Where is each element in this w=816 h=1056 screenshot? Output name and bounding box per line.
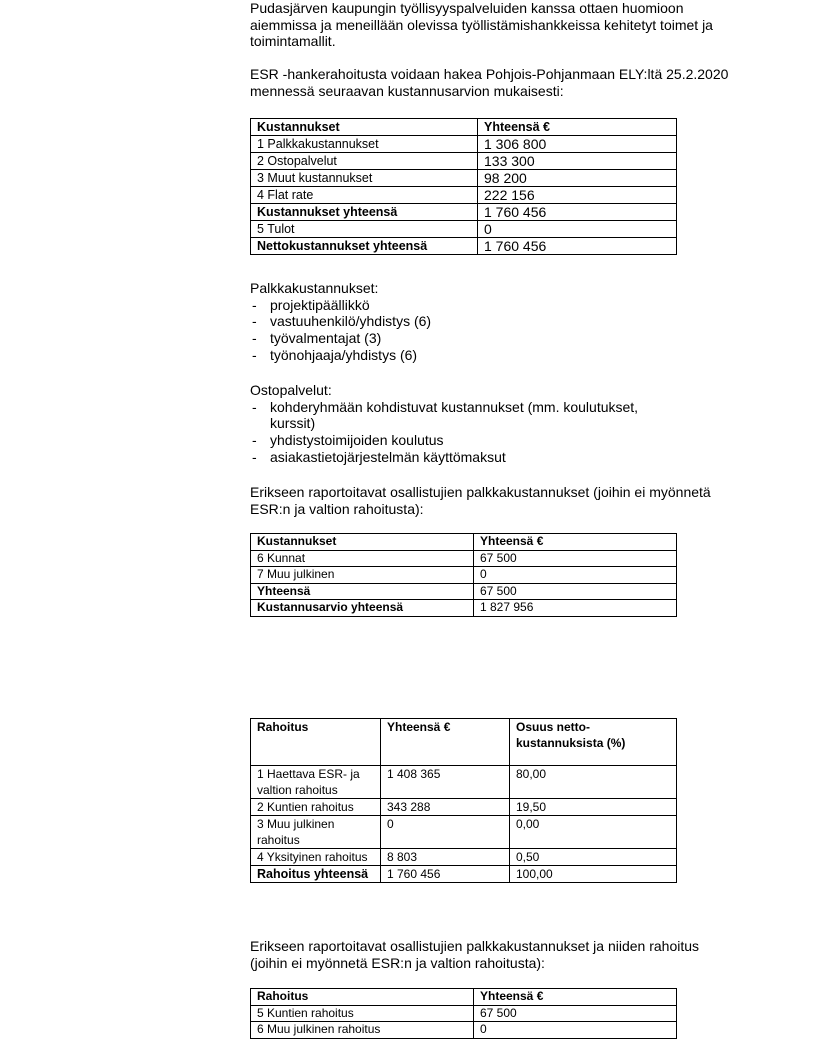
table-cell: 7 Muu julkinen — [251, 567, 474, 584]
table-cell: 3 Muut kustannukset — [251, 170, 478, 187]
table-cell: 2 Kuntien rahoitus — [251, 799, 381, 816]
table-cell: 0,50 — [510, 849, 677, 866]
table-cell: Yhteensä — [251, 583, 474, 600]
table-row — [251, 1005, 677, 1022]
table-header: Rahoitus — [251, 719, 381, 766]
table-row — [251, 600, 677, 617]
table-cell: 67 500 — [474, 1005, 677, 1022]
table-header-row — [251, 534, 677, 551]
separate-funding-paragraph: Erikseen raportoitavat osallistujien palkkakustannukset ja niiden rahoitus (joihin ei myönnetä ESR:n ja valtion rahoitusta): — [250, 938, 700, 971]
list-item: - vastuuhenkilö/yhdistys (6) — [250, 313, 750, 330]
separate-costs-paragraph: Erikseen raportoitavat osallistujien palkkakustannukset (joihin ei myönnetä ESR:n ja valtion rahoitusta): — [250, 484, 711, 517]
table-cell: 1 760 456 — [478, 238, 677, 255]
table-cell: 100,00 — [510, 866, 677, 883]
list-item: - kohderyhmään kohdistuvat kustannukset (mm. koulutukset, kurssit) — [250, 399, 670, 432]
table-row — [251, 153, 677, 170]
table-header: Yhteensä € — [474, 989, 677, 1006]
table-row — [251, 567, 677, 584]
table-row — [251, 816, 677, 849]
table-cell: 67 500 — [474, 550, 677, 567]
table-row — [251, 221, 677, 238]
table-row — [251, 238, 677, 255]
table-row — [251, 583, 677, 600]
table-cell: 4 Yksityinen rahoitus — [251, 849, 381, 866]
table-row — [251, 799, 677, 816]
table-cell: 19,50 — [510, 799, 677, 816]
table-row — [251, 866, 677, 883]
section-title: Ostopalvelut: — [250, 382, 332, 398]
table-cell: 80,00 — [510, 766, 677, 799]
table-cell: 1 408 365 — [381, 766, 510, 799]
table-cell: 0 — [381, 816, 510, 849]
table-cell: 5 Tulot — [251, 221, 478, 238]
table-header-row — [251, 989, 677, 1006]
table-cell: 0 — [474, 1022, 677, 1039]
table-cell: 133 300 — [478, 153, 677, 170]
table-cell: 1 827 956 — [474, 600, 677, 617]
table-row — [251, 136, 677, 153]
table-header: Rahoitus — [251, 989, 474, 1006]
table-cell: 1 760 456 — [381, 866, 510, 883]
funding-table — [250, 718, 677, 883]
list-item: - projektipäällikkö — [250, 297, 750, 314]
purchased-services-list — [250, 399, 750, 466]
table-cell: 1 Palkkakustannukset — [251, 136, 478, 153]
table-cell: 1 Haettava ESR- ja valtion rahoitus — [251, 766, 381, 799]
table-cell: 3 Muu julkinen rahoitus — [251, 816, 381, 849]
section-title: Palkkakustannukset: — [250, 280, 379, 296]
table-cell: 4 Flat rate — [251, 187, 478, 204]
table-cell: Kustannukset yhteensä — [251, 204, 478, 221]
purchased-services-section — [250, 382, 750, 465]
table-header: Yhteensä € — [381, 719, 510, 766]
table-cell: Kustannusarvio yhteensä — [251, 600, 474, 617]
table-cell: 1 306 800 — [478, 136, 677, 153]
table-row — [251, 1022, 677, 1039]
table-cell: 0,00 — [510, 816, 677, 849]
table-cell: 343 288 — [381, 799, 510, 816]
table-cell: 1 760 456 — [478, 204, 677, 221]
table-cell: 2 Ostopalvelut — [251, 153, 478, 170]
table-cell: 8 803 — [381, 849, 510, 866]
table-header-row — [251, 719, 677, 766]
table-cell: 6 Kunnat — [251, 550, 474, 567]
table-row — [251, 766, 677, 799]
table-header: Kustannukset — [251, 534, 474, 551]
table-row — [251, 849, 677, 866]
table-cell: 0 — [474, 567, 677, 584]
table-cell: 67 500 — [474, 583, 677, 600]
cost-table — [250, 118, 677, 255]
table-cell: Nettokustannukset yhteensä — [251, 238, 478, 255]
table-cell: 6 Muu julkinen rahoitus — [251, 1022, 474, 1039]
table-row — [251, 204, 677, 221]
salary-costs-list — [250, 297, 750, 364]
table-row — [251, 170, 677, 187]
list-item: - työnohjaaja/yhdistys (6) — [250, 347, 750, 364]
table-cell: 98 200 — [478, 170, 677, 187]
funding-paragraph: ESR -hankerahoitusta voidaan hakea Pohjois-Pohjanmaan ELY:ltä 25.2.2020 mennessä seuraavan kustannusarvion mukaisesti: — [250, 66, 729, 99]
table-cell: Rahoitus yhteensä — [251, 866, 381, 883]
table-header: Yhteensä € — [478, 119, 677, 136]
table-header: Osuus netto-kustannuksista (%) — [510, 719, 677, 766]
table-row — [251, 187, 677, 204]
table-header-row — [251, 119, 677, 136]
table-row — [251, 550, 677, 567]
intro-paragraph: Pudasjärven kaupungin työllisyyspalveluiden kanssa ottaen huomioon aiemmissa ja meneillään olevissa työllistämishankkeissa kehitetyt toimet ja toimintamallit. — [250, 0, 713, 49]
participant-costs-table — [250, 533, 677, 617]
list-item: - yhdistystoimijoiden koulutus — [250, 432, 750, 449]
table-header: Kustannukset — [251, 119, 478, 136]
list-item: - työvalmentajat (3) — [250, 330, 750, 347]
salary-costs-section — [250, 280, 750, 363]
list-item: - asiakastietojärjestelmän käyttömaksut — [250, 449, 750, 466]
table-header: Yhteensä € — [474, 534, 677, 551]
table-cell: 222 156 — [478, 187, 677, 204]
table-cell: 0 — [478, 221, 677, 238]
table-cell: 5 Kuntien rahoitus — [251, 1005, 474, 1022]
participant-funding-table — [250, 988, 677, 1039]
